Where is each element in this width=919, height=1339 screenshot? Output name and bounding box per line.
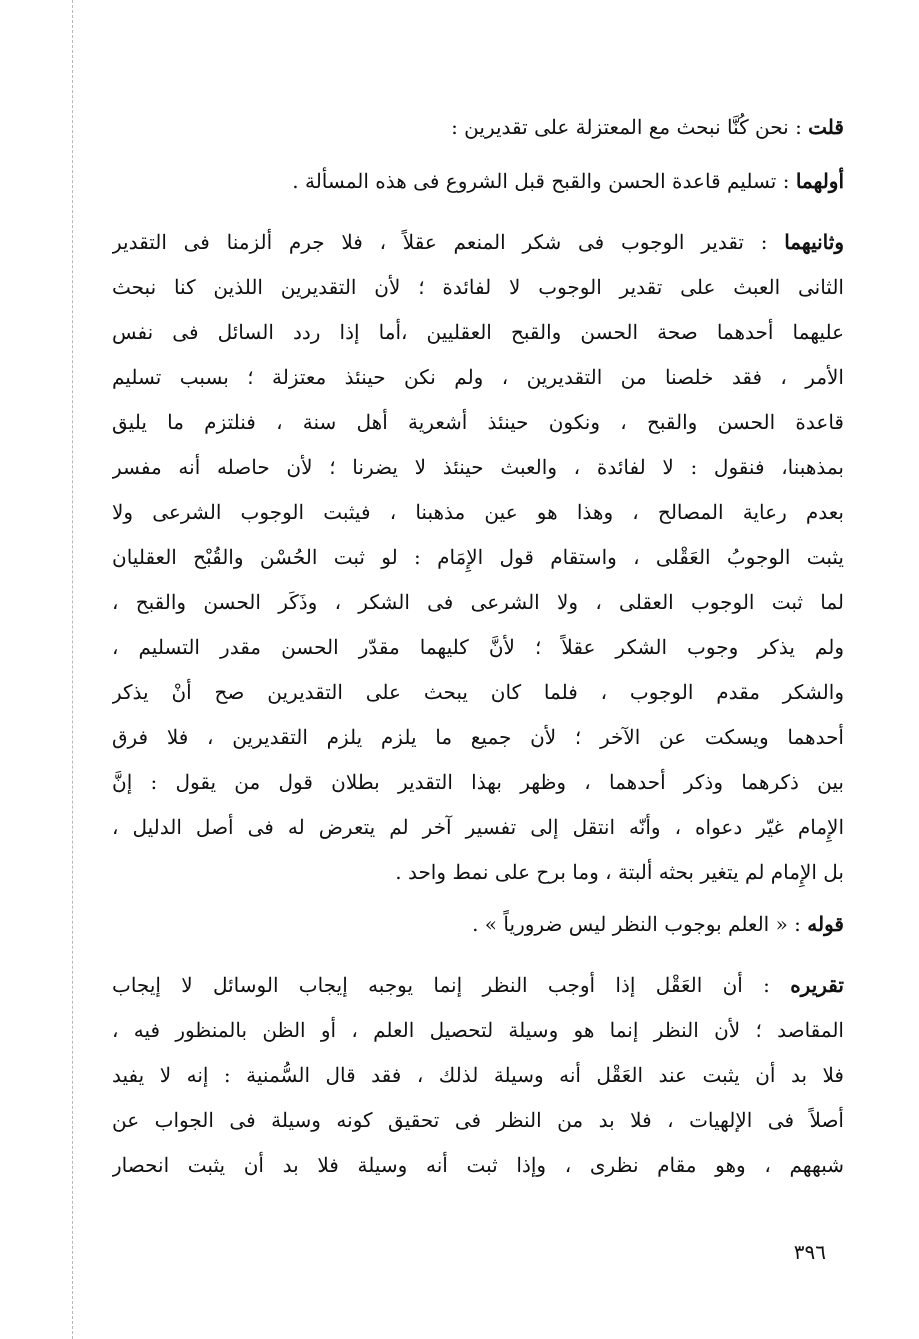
paragraph-line: قاعدة الحسن والقبح ، ونكون حينئذ أشعرية أهل سنة ، فنلتزم ما يليق	[112, 410, 844, 434]
paragraph-line: والشكر مقدم الوجوب ، فلما كان يبحث على التقديرين صح أنْ يذكر	[112, 680, 844, 704]
first-assumption-line	[112, 166, 844, 196]
quote-lead: قوله	[807, 912, 844, 936]
paragraph-line: ولم يذكر وجوب الشكر عقلاً ؛ لأنَّ كليهما مقدّر الحسن مقدر التسليم ،	[112, 635, 844, 659]
intro-text: : نحن كُنَّا نبحث مع المعتزلة على تقديرين :	[451, 115, 802, 139]
paragraph-line: أصلاً فى الإلهيات ، فلا بد من النظر فى تحقيق كونه وسيلة فى الجواب عن	[112, 1108, 844, 1132]
paragraph-line: يثبت الوجوبُ العَقْلى ، واستقام قول الإِمَام : لو ثبت الحُسْن والقُبْح العقليان	[112, 545, 844, 569]
second-lead: وثانيهما	[784, 230, 844, 254]
page-number-text: ٣٩٦	[793, 1240, 826, 1264]
paragraph-line: الأمر ، فقد خلصنا من التقديرين ، ولم نكن حينئذ معتزلة ؛ بسبب تسليم	[112, 365, 844, 389]
paragraph-line: فلا بد أن يثبت عند العَقْل أنه وسيلة لذلك ، فقد قال السُّمنية : إنه لا يفيد	[112, 1063, 844, 1087]
paragraph-line: لما ثبت الوجوب العقلى ، ولا الشرعى فى الشكر ، وذَكَر الحسن والقبح ،	[112, 590, 844, 614]
paragraph-line: بعدم رعاية المصالح ، وهذا هو عين مذهبنا ، فيثبت الوجوب الشرعى ولا	[112, 500, 844, 524]
first-text: : تسليم قاعدة الحسن والقبح قبل الشروع فى هذه المسألة .	[292, 169, 790, 193]
paragraph-line: عليهما أحدهما صحة الحسن والقبح العقليين ،أما إذا ردد السائل فى نفس	[112, 320, 844, 344]
page-fold-edge	[72, 0, 73, 1339]
explanation-paragraph	[112, 963, 844, 1188]
paragraph-line: الإِمام غيّر دعواه ، وأنّه انتقل إلى تفسير آخر لم يتعرض له فى أصل الدليل ،	[112, 815, 844, 839]
paragraph-line: الثانى العبث على تقدير الوجوب لا لفائدة ؛ لأن التقديرين اللذين كنا نبحث	[112, 275, 844, 299]
paragraph-line: بل الإِمام لم يتغير بحثه ألبتة ، وما برح على نمط واحد .	[395, 860, 844, 884]
paragraph-line: تقريره : أن العَقْل إذا أوجب النظر إنما يوجبه إيجاب الوسائل لا إيجاب	[112, 973, 844, 997]
explanation-lead: تقريره	[790, 973, 844, 997]
quote-text: : « العلم بوجوب النظر ليس ضرورياً » .	[472, 912, 801, 936]
intro-lead: قلت	[808, 115, 844, 139]
quote-line	[112, 909, 844, 939]
page-body	[112, 112, 844, 1188]
paragraph-line: بمذهبنا، فنقول : لا لفائدة ، والعبث حينئذ لا يضرنا ؛ لأن حاصله أنه مفسر	[112, 455, 844, 479]
intro-line	[112, 112, 844, 142]
second-assumption-paragraph	[112, 220, 844, 895]
paragraph-line: المقاصد ؛ لأن النظر إنما هو وسيلة لتحصيل العلم ، أو الظن بالمنظور فيه ،	[112, 1018, 844, 1042]
paragraph-line: شبههم ، وهو مقام نظرى ، وإذا ثبت أنه وسيلة فلا بد أن يثبت انحصار	[112, 1153, 844, 1177]
paragraph-line: أحدهما ويسكت عن الآخر ؛ لأن جميع ما يلزم يلزم التقديرين ، فلا فرق	[112, 725, 844, 749]
paragraph-line: وثانيهما : تقدير الوجوب فى شكر المنعم عقلاً ، فلا جرم ألزمنا فى التقدير	[112, 230, 844, 254]
first-lead: أولهما	[795, 169, 844, 193]
paragraph-line: بين ذكرهما وذكر أحدهما ، وظهر بهذا التقدير بطلان قول من يقول : إنَّ	[112, 770, 844, 794]
page-number	[112, 1240, 844, 1264]
